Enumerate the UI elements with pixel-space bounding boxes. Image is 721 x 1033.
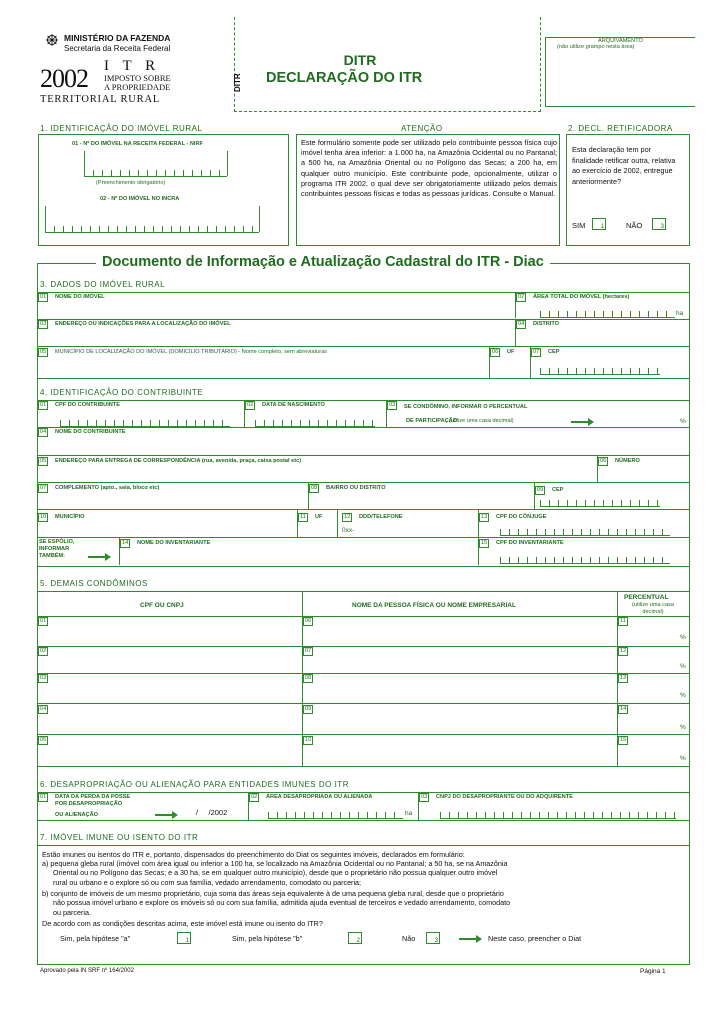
incra-label: 02 - Nº DO IMÓVEL NO INCRA [100, 196, 180, 202]
rectify-yes-checkbox[interactable]: 1 [592, 218, 606, 230]
option-a-label: Sim, pela hipótese "a" [60, 934, 131, 943]
share-label-1: SE CONDÔMINO, INFORMAR O PERCENTUAL [404, 404, 528, 410]
loss-date-arrow-icon [155, 814, 173, 816]
logo-itr: I T R [104, 58, 161, 74]
mail-zip-label: CEP [552, 487, 564, 493]
option-b-checkbox[interactable]: 2 [348, 932, 362, 944]
loss-date-label-3: OU ALIENAÇÃO [55, 812, 98, 818]
coowner-pct: % [680, 692, 686, 699]
address-number-label: NÚMERO [615, 458, 640, 464]
archive-label: ARQUIVAMENTO [598, 38, 643, 44]
logo-sub2: A PROPRIEDADE [104, 82, 171, 92]
executor-name-input[interactable] [120, 548, 478, 564]
nirf-input[interactable] [84, 170, 227, 177]
loss-date-input[interactable]: / /2002 [196, 808, 228, 817]
exemption-a-line3: rural ou urbano e o explore só ou com sua família, vedado arrendamento, comodato ou parceria; [53, 878, 362, 887]
option-a-checkbox[interactable]: 1 [177, 932, 191, 944]
executor-name-label: NOME DO INVENTARIANTE [137, 540, 211, 546]
coowner-pct: % [680, 634, 686, 641]
location-address-label: ENDEREÇO OU INDICAÇÕES PARA A LOCALIZAÇÃO DO IMÓVEL [55, 321, 231, 327]
spouse-cpf-input[interactable] [500, 529, 670, 536]
acquirer-cnpj-label: CNPJ DO DESAPROPRIANTE OU DO ADQUIRENTE [436, 794, 573, 800]
title-frame [234, 17, 541, 112]
state-label: UF [507, 349, 515, 355]
total-area-unit: ha [676, 310, 684, 317]
share-label-2: DE PARTICIPAÇÃO [406, 418, 458, 424]
mail-zip-input[interactable] [540, 500, 660, 507]
mail-address-label: ENDEREÇO PARA ENTREGA DE CORRESPONDÊNCIA (rua, avenida, praça, caixa postal etc) [55, 458, 302, 464]
district-label: DISTRITO [533, 321, 560, 327]
complement-label: COMPLEMENTO (apto., sala, bloco etc) [55, 485, 160, 491]
section6-title: 6. DESAPROPRIAÇÃO OU ALIENAÇÃO PARA ENTIDADES IMUNES DO ITR [40, 780, 349, 789]
section1-title: 1. IDENTIFICAÇÃO DO IMÓVEL RURAL [40, 124, 203, 133]
coat-of-arms-icon [45, 33, 59, 45]
exemption-b-line3: ou parceria. [53, 908, 91, 917]
coowner-share-header: PERCENTUAL [624, 594, 669, 601]
total-area-input[interactable] [540, 311, 675, 318]
neighborhood-label: BAIRRO OU DISTRITO [326, 485, 386, 491]
total-area-label: ÁREA TOTAL DO IMÓVEL (hectares) [533, 294, 630, 300]
form-full-title: DECLARAÇÃO DO ITR [266, 70, 423, 86]
logo-sub3: TERRITORIAL RURAL [40, 94, 161, 105]
expropriated-area-label: ÁREA DESAPROPRIADA OU ALIENADA [266, 794, 373, 800]
section5-title: 5. DEMAIS CONDÔMINOS [40, 579, 148, 588]
option-no-label: Não [402, 934, 416, 943]
archive-note: (não utilize grampo nesta área) [557, 44, 635, 50]
birth-date-label: DATA DE NASCIMENTO [262, 402, 325, 408]
municipality-input[interactable] [38, 357, 488, 377]
attention-title: ATENÇÃO [401, 124, 443, 133]
loss-date-label-1: DATA DA PERDA DA POSSE [55, 794, 131, 800]
coowner-name-header: NOME DA PESSOA FÍSICA OU NOME EMPRESARIAL [352, 602, 516, 609]
phone-label: DDD/TELEFONE [359, 514, 403, 520]
option-no-checkbox[interactable]: 3 [426, 932, 440, 944]
attention-text: Este formulário somente pode ser utilizado pelo contribuinte pessoa física cujo imóvel tenha área inferior: a 1.000 ha, na Amazônia Ocidental ou no Pantanal; a 500 ha, na Amazônia Oriental ou no Polígono das Secas; a 200 ha, em qualquer outro município. Este contribuinte pode, opcionalmente, utilizar o programa ITR 2002, o qual deve ser obrigatoriamente utilizado pelos demais contribuintes pessoas físicas e todas as pessoas jurídicas. Consulte o Manual. [301, 138, 557, 199]
expropriated-area-unit: ha [405, 810, 413, 817]
logo-year: 2002 [40, 64, 88, 93]
coowner-pct: % [680, 755, 686, 762]
logo-sub1: IMPOSTO SOBRE [104, 73, 171, 83]
main-title: Documento de Informação e Atualização Cadastral do ITR - Diac [96, 254, 550, 270]
rectify-no-label: NÃO [626, 221, 643, 230]
section3-title: 3. DADOS DO IMÓVEL RURAL [40, 280, 166, 289]
share-label-3: (utilize uma casa decimal) [449, 418, 514, 424]
district-input[interactable] [516, 329, 689, 346]
property-name-input[interactable] [38, 302, 514, 319]
exemption-intro: Estão imunes ou isentos do ITR e, portanto, dispensados do preenchimento do Diat os seguintes imóveis, declarados em formulário: [42, 850, 465, 859]
secretariat-name: Secretaria da Receita Federal [64, 44, 171, 53]
exemption-b-line1: b) conjunto de imóveis de um mesmo proprietário, cuja soma das áreas seja equivalente à de uma pequena gleba rural, desde que o proprietário [42, 889, 504, 898]
section2-title: 2. DECL. RETIFICADORA [568, 124, 673, 133]
executor-cpf-input[interactable] [500, 557, 670, 564]
rectify-no-checkbox[interactable]: 3 [652, 218, 666, 230]
vertical-tag: DITR [233, 73, 242, 92]
exemption-a-line2: Oriental ou no Polígono das Secas; e a 30 ha, se em qualquer outro município), desde que o proprietário não possua qualquer outro imóvel [53, 868, 498, 877]
share-input[interactable] [595, 412, 675, 426]
birth-date-input[interactable] [255, 420, 375, 427]
approval-note: Aprovado pela IN SRF nº 164/2002 [40, 968, 134, 974]
mail-address-input[interactable] [38, 466, 595, 482]
mail-state-label: UF [315, 514, 323, 520]
mail-municipality-label: MUNICÍPIO [55, 514, 85, 520]
rectify-yes-label: SIM [572, 221, 586, 230]
option-no-note: Neste caso, preencher o Diat [488, 934, 582, 943]
spouse-cpf-label: CPF DO CÔNJUGE [496, 514, 547, 520]
expropriated-area-input[interactable] [268, 812, 403, 819]
phone-input[interactable] [362, 523, 472, 536]
page-number: Página 1 [640, 968, 666, 975]
exemption-question: De acordo com as condições descritas acima, este imóvel está imune ou isento do ITR? [42, 919, 323, 928]
nirf-label: 01 - Nº DO IMÓVEL NA RECEITA FEDERAL - NIRF [72, 141, 203, 147]
zip-input[interactable] [540, 368, 660, 375]
form-code-title: DITR [343, 52, 377, 68]
zip-label: CEP [548, 349, 560, 355]
exemption-b-line2: não possua imóvel urbano e explore os imóveis só ou com sua família, admitida ajuda eventual de terceiros e vedado arrendamento, comodato [53, 898, 511, 907]
estate-note: SE ESPÓLIO, INFORMAR TAMBÉM: [39, 539, 75, 559]
loss-date-label-2: POR DESAPROPRIAÇÃO [55, 801, 123, 807]
property-name-label: NOME DO IMÓVEL [55, 294, 105, 300]
exemption-a-line1: a) pequena gleba rural (imóvel com área igual ou inferior a 100 ha, se localizado na Amazônia Ocidental ou no Pantanal; a 50 ha, se na Amazônia [42, 859, 508, 868]
municipality-label: MUNICÍPIO DE LOCALIZAÇÃO DO IMÓVEL (DOMICÍLIO TRIBUTÁRIO) - Nome completo, sem abreviaturas [55, 349, 327, 355]
share-arrow-icon [571, 421, 589, 423]
incra-input[interactable] [45, 226, 259, 233]
coowner-pct: % [680, 663, 686, 670]
taxpayer-cpf-label: CPF DO CONTRIBUINTE [55, 402, 120, 408]
option-b-label: Sim, pela hipótese "b" [232, 934, 303, 943]
location-address-input[interactable] [38, 329, 514, 346]
coowner-share-note: (utilize uma casa decimal) [632, 602, 674, 615]
ministry-name: MINISTÉRIO DA FAZENDA [64, 33, 171, 43]
section4-title: 4. IDENTIFICAÇÃO DO CONTRIBUINTE [40, 388, 204, 397]
coowner-pct: % [680, 724, 686, 731]
estate-arrow-icon [88, 556, 106, 558]
section7-title: 7. IMÓVEL IMUNE OU ISENTO DO ITR [40, 833, 199, 842]
taxpayer-cpf-input[interactable] [60, 420, 230, 427]
taxpayer-name-input[interactable] [38, 436, 688, 454]
nirf-required: (Preenchimento obrigatório) [96, 180, 166, 186]
executor-cpf-label: CPF DO INVENTARIANTE [496, 540, 564, 546]
coowner-cpf-header: CPF OU CNPJ [140, 602, 184, 609]
option-no-arrow-icon [459, 938, 477, 940]
share-unit: % [680, 418, 686, 425]
acquirer-cnpj-input[interactable] [440, 812, 676, 819]
taxpayer-name-label: NOME DO CONTRIBUINTE [55, 429, 126, 435]
phone-prefix: 0xx- [342, 527, 355, 534]
section2-question: Esta declaração tem por finalidade retificar outra, relativa ao exercício de 2002, entregue anteriormente? [572, 145, 676, 186]
